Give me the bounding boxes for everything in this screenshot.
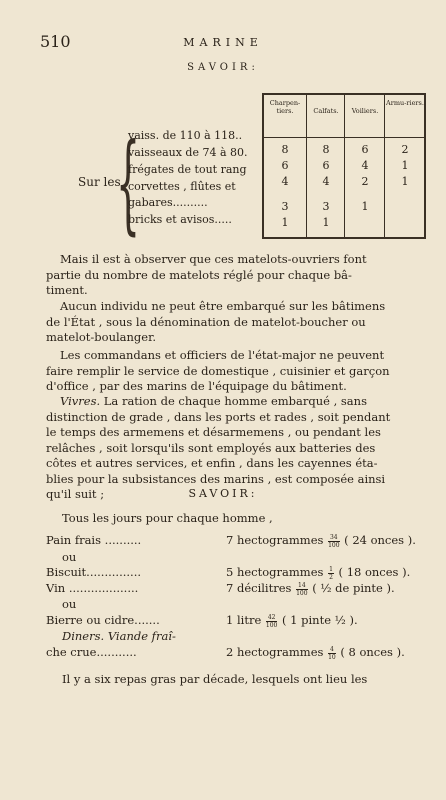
table-cell: 2 (401, 143, 409, 156)
table-cell: 4 (322, 175, 330, 188)
ration-qty: 5 hectogrammes (226, 565, 324, 579)
text-line: distinction de grade , dans les ports et rades , soit pendant (46, 409, 391, 424)
fraction-denominator: 100 (328, 541, 340, 549)
ration-old-unit: ( 24 onces ). (344, 533, 416, 547)
fraction-denominator: 100 (265, 621, 278, 629)
text-line: côtes et autres services, et enfin , dans les cayennes éta- (46, 456, 378, 470)
savoir-heading-top: SAVOIR: (187, 62, 259, 73)
ration-quantity (226, 581, 395, 597)
table-cell: 8 (281, 143, 289, 156)
table-cell: 6 (361, 143, 369, 156)
table-cell: 4 (281, 175, 289, 188)
ration-quantity (226, 533, 416, 549)
fraction (296, 582, 307, 597)
fraction-denominator: 10 (328, 653, 336, 661)
ration-old-unit: ( 8 onces ). (340, 645, 405, 659)
fraction-denominator: 2 (329, 573, 333, 581)
table-cell: 1 (361, 200, 369, 213)
table-cell: 1 (401, 159, 409, 172)
row-label: gabares.......... (128, 196, 208, 209)
table-cell: 1 (322, 216, 330, 229)
fraction-numerator: 14 (298, 581, 306, 589)
savoir-heading-mid: SAVOIR: (188, 487, 258, 500)
table-cell: 1 (281, 216, 289, 229)
column-header: Charpen-tiers. (269, 99, 301, 115)
table-column (344, 95, 385, 237)
row-label: bricks et avisos..... (128, 213, 232, 226)
page-number: 510 (40, 32, 71, 51)
brace-glyph: { (116, 121, 141, 246)
text-line: le temps des armemens et désarmemens , ou pendant les (46, 425, 381, 439)
table-column (384, 95, 425, 237)
ration-item: Vin ................... (46, 581, 139, 595)
running-title: MARINE (183, 36, 263, 49)
text-line: Aucun individu ne peut être embarqué sur les bâtimens (60, 299, 386, 313)
section-lead: Vivres. (60, 394, 101, 408)
text-line: qu'il suit ; (46, 487, 105, 501)
table-column (264, 95, 306, 237)
ration-qty: 1 litre (226, 613, 262, 627)
table-column (306, 95, 345, 237)
text-line: Les commandans et officiers de l'état-major ne peuvent (60, 348, 385, 362)
text-line: partie du nombre de matelots réglé pour chaque bâ- (46, 267, 352, 282)
ration-item: Biscuit............... (46, 565, 142, 579)
fraction-numerator: 1 (329, 565, 333, 573)
text-line: La ration de chaque homme embarqué , sans (100, 394, 367, 408)
ration-or: ou (62, 550, 77, 564)
paragraph (46, 348, 430, 395)
text-line: de l'État , sous la dénomination de matelot-boucher ou (46, 314, 366, 329)
fraction-numerator: 34 (329, 533, 338, 541)
paragraph (46, 252, 430, 299)
closing-line: Il y a six repas gras par décade, lesquels ont lieu les (62, 672, 368, 686)
text-line: faire remplir le service de domestique , cuisinier et garçon (46, 363, 390, 378)
ration-or: ou (62, 597, 77, 611)
text-line: blies pour la subsistances des marins , est composée ainsi (46, 471, 386, 486)
row-label: corvettes , flûtes et (128, 180, 236, 193)
text-line: d'office , par des marins de l'équipage du bâtiment. (46, 379, 347, 393)
table-cell: 3 (281, 200, 289, 213)
fraction (328, 646, 336, 661)
row-label: vaiss. de 110 à 118.. (128, 129, 243, 142)
text-line: Mais il est à observer que ces matelots-ouvriers font (60, 252, 367, 266)
ration-item: che crue........... (46, 645, 137, 659)
table-cell: 2 (361, 175, 369, 188)
table-cell: 1 (401, 175, 409, 188)
fraction-denominator: 100 (296, 589, 308, 597)
paragraph (46, 299, 430, 346)
ration-quantity (226, 645, 405, 661)
daily-intro: Tous les jours pour chaque homme , (62, 511, 273, 525)
table-cell: 8 (322, 143, 330, 156)
table-cell: 6 (322, 159, 330, 172)
column-header: Armu-riers. (386, 99, 424, 107)
ration-item: Bierre ou cidre....... (46, 613, 160, 627)
ration-quantity (226, 613, 358, 629)
fraction (328, 534, 339, 549)
ration-old-unit: ( 18 onces ). (338, 565, 411, 579)
table-cell: 3 (322, 200, 330, 213)
ration-qty: 7 décilitres (226, 581, 292, 595)
ration-quantity (226, 565, 410, 581)
row-label: frégates de tout rang (128, 163, 247, 176)
text-line-lead (60, 394, 430, 410)
ration-old-unit: ( ½ de pinte ). (312, 581, 395, 595)
table-cell: 6 (281, 159, 289, 172)
fraction-numerator: 42 (267, 613, 276, 621)
text-line: timent. (46, 283, 88, 297)
fraction (328, 566, 334, 581)
row-group-label: Sur les (78, 175, 121, 189)
fraction-numerator: 4 (329, 645, 334, 653)
ration-old-unit: ( 1 pinte ½ ). (282, 613, 358, 627)
crew-table (262, 93, 426, 239)
ration-qty: 7 hectogrammes (226, 533, 324, 547)
fraction (266, 614, 277, 629)
column-header: Voiliers. (351, 107, 379, 115)
row-label: vaisseaux de 74 à 80. (128, 146, 248, 159)
table-cell: 4 (361, 159, 369, 172)
text-line: relâches , soit lorsqu'ils sont employés aux batteries des (46, 440, 376, 455)
text-line: matelot-boulanger. (46, 330, 156, 344)
ration-item: Pain frais .......... (46, 533, 142, 547)
ration-item-diners: Diners. Viande fraî- (62, 629, 176, 643)
ration-qty: 2 hectogrammes (226, 645, 324, 659)
column-header: Calfats. (313, 107, 339, 115)
